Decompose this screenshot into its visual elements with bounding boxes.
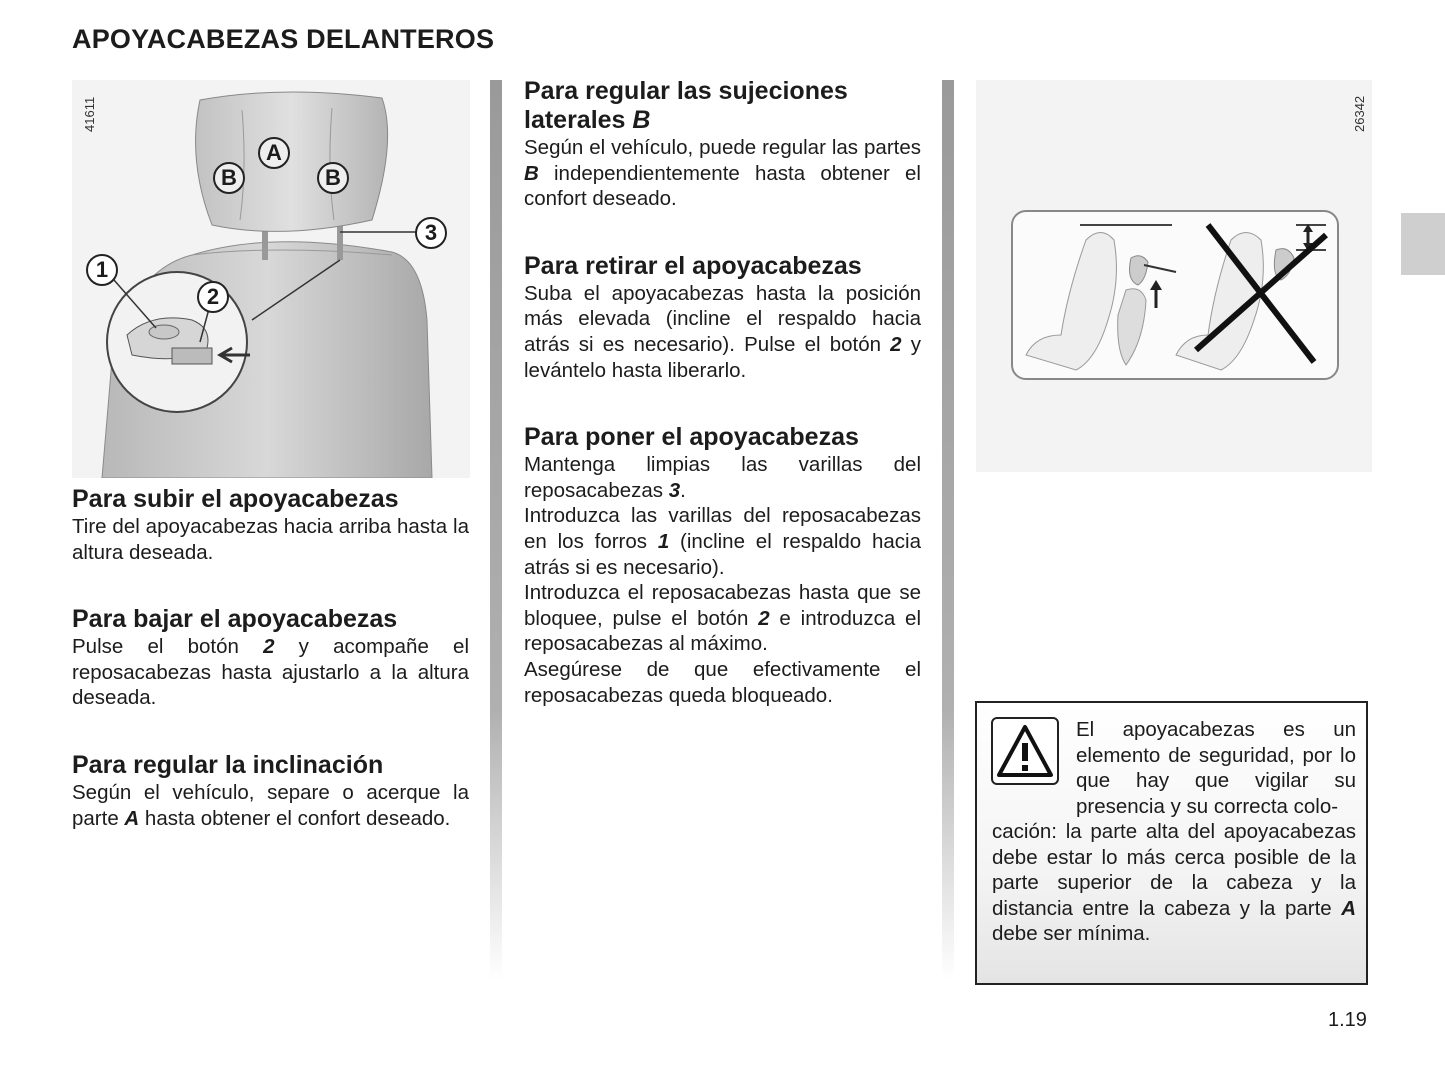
position-figure [976,80,1372,472]
section-tab [1401,213,1445,275]
column-divider-left [490,80,502,980]
heading-subir: Para subir el apoyacabezas [72,485,399,513]
page-title: APOYACABEZAS DELANTEROS [72,24,495,54]
label-A: A [258,137,290,169]
warning-text: cación: la parte alta del apoyacabezas debe estar lo más cerca posible de la parte superior de la cabeza y la distancia entre la cabeza y la parte A debe ser mínima. [992,820,1356,946]
text-poner-4: Asegúrese de que efectivamente el reposacabezas queda bloqueado. [524,657,921,707]
label-3: 3 [415,217,447,249]
label-2: 2 [197,281,229,313]
label-B-right: B [317,162,349,194]
page-number: 1.19 [1328,1009,1367,1031]
warning-triangle-icon [991,717,1059,785]
heading-poner: Para poner el apoyacabezas [524,423,859,452]
heading-retirar: Para retirar el apoyacabezas [524,251,862,280]
column-divider-right [942,80,954,980]
figure-ref-number-right: 26342 [1352,95,1367,132]
label-B-left: B [213,162,245,194]
label-1: 1 [86,254,118,286]
text-poner-3: Introduzca el reposacabezas hasta que se bloquee, pulse el botón 2 e introduzca el reposacabezas al máximo. [524,581,922,656]
text-poner-2: Introduzca las varillas del reposacabezas en los forros 1 (incline el respaldo hacia atrás si es necesario). [524,504,921,579]
heading-inclinacion: Para regular la inclinación [72,750,384,779]
text-bajar: Pulse el botón 2 y acompañe el reposacabezas hasta ajustarlo a la altura deseada. [72,635,469,710]
position-illustration [976,80,1372,472]
text-sujeciones: Según el vehículo, puede regular las partes B independientemente hasta obtener el confort deseado. [524,136,921,211]
text-subir: Tire del apoyacabezas hacia arriba hasta la altura deseada. [72,515,469,564]
headrest-figure [72,80,470,478]
warning-text-top: El apoyacabezas es un elemento de seguridad, por lo que hay que vigilar su presencia y su correcta colo- [1076,718,1356,818]
middle-column [524,77,921,708]
text-retirar: Suba el apoyacabezas hasta la posición más elevada (incline el respaldo hacia atrás si es necesario). Pulse el botón 2 y levántelo hasta liberarlo. [524,281,921,382]
left-column [72,485,469,831]
heading-sujeciones: Para regular las sujeciones laterales B [524,77,848,134]
warning-box [975,701,1368,985]
text-inclinacion: Según el vehículo, separe o acerque la parte A hasta obtener el confort deseado. [72,780,469,830]
text-poner-1: Mantenga limpias las varillas del reposacabezas 3. [524,453,921,502]
figure-ref-number: 41611 [82,96,97,132]
heading-bajar: Para bajar el apoyacabezas [72,605,398,634]
